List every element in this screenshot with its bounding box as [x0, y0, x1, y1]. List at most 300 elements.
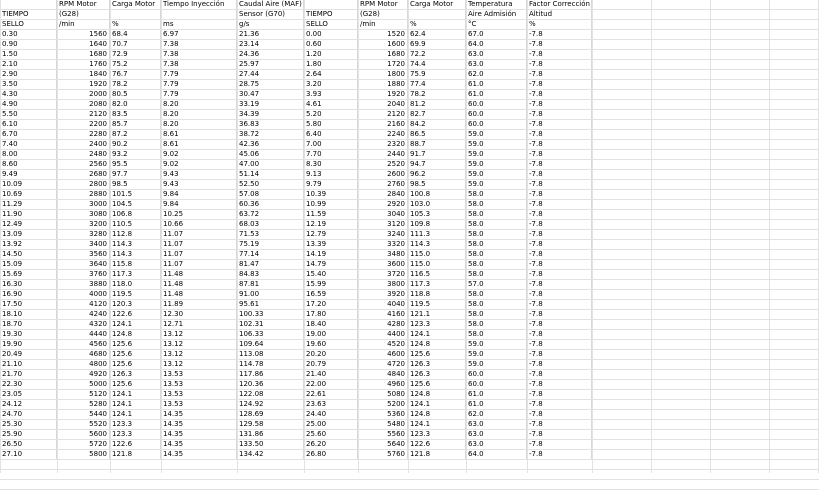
cell-rpm-1[interactable]: 3080 [57, 210, 110, 220]
cell-load-2[interactable]: 88.7 [408, 140, 466, 150]
cell-time-stamp-1[interactable]: 14.50 [0, 250, 57, 260]
cell-injection-time[interactable]: 13.12 [161, 340, 237, 350]
cell-load-2[interactable]: 124.1 [408, 330, 466, 340]
cell-load-2[interactable]: 119.5 [408, 300, 466, 310]
cell-injection-time[interactable]: 8.20 [161, 100, 237, 110]
cell-injection-time[interactable]: 11.07 [161, 260, 237, 270]
cell-time-stamp-2[interactable]: 19.60 [304, 340, 358, 350]
cell-altitude-factor[interactable]: -7.8 [527, 340, 592, 350]
cell-maf-airflow[interactable]: 131.86 [237, 430, 304, 440]
cell-load-2[interactable]: 124.8 [408, 390, 466, 400]
header-cell-intake-air-temp[interactable]: °C [466, 20, 527, 30]
cell-intake-air-temp[interactable]: 59.0 [466, 150, 527, 160]
cell-rpm-1[interactable]: 4240 [57, 310, 110, 320]
cell-load-2[interactable]: 81.2 [408, 100, 466, 110]
cell-load-2[interactable]: 91.7 [408, 150, 466, 160]
cell-intake-air-temp[interactable]: 58.0 [466, 240, 527, 250]
cell-rpm-2[interactable]: 4720 [358, 360, 408, 370]
cell-altitude-factor[interactable]: -7.8 [527, 90, 592, 100]
cell-rpm-1[interactable]: 3560 [57, 250, 110, 260]
cell-load-2[interactable]: 121.1 [408, 310, 466, 320]
cell-time-stamp-2[interactable]: 10.99 [304, 200, 358, 210]
cell-rpm-1[interactable]: 5440 [57, 410, 110, 420]
cell-intake-air-temp[interactable]: 58.0 [466, 230, 527, 240]
cell-time-stamp-1[interactable]: 16.90 [0, 290, 57, 300]
cell-time-stamp-1[interactable]: 4.30 [0, 90, 57, 100]
header-cell-injection-time[interactable]: Tiempo Inyección [161, 0, 237, 10]
cell-rpm-2[interactable]: 3120 [358, 220, 408, 230]
header-cell-altitude-factor[interactable]: Factor Corrección [527, 0, 592, 10]
cell-altitude-factor[interactable]: -7.8 [527, 330, 592, 340]
cell-time-stamp-2[interactable]: 15.40 [304, 270, 358, 280]
cell-maf-airflow[interactable]: 84.83 [237, 270, 304, 280]
cell-maf-airflow[interactable]: 114.78 [237, 360, 304, 370]
cell-time-stamp-2[interactable]: 1.20 [304, 50, 358, 60]
cell-time-stamp-1[interactable]: 9.49 [0, 170, 57, 180]
cell-load-2[interactable]: 117.3 [408, 280, 466, 290]
cell-time-stamp-1[interactable]: 21.70 [0, 370, 57, 380]
cell-maf-airflow[interactable]: 102.31 [237, 320, 304, 330]
cell-intake-air-temp[interactable]: 58.0 [466, 200, 527, 210]
header-cell-time-stamp-2[interactable]: TIEMPO [304, 10, 358, 20]
cell-intake-air-temp[interactable]: 61.0 [466, 80, 527, 90]
cell-rpm-2[interactable]: 5480 [358, 420, 408, 430]
cell-injection-time[interactable]: 11.89 [161, 300, 237, 310]
cell-intake-air-temp[interactable]: 60.0 [466, 120, 527, 130]
cell-load-1[interactable]: 122.6 [110, 440, 161, 450]
cell-rpm-2[interactable]: 5080 [358, 390, 408, 400]
cell-rpm-2[interactable]: 2520 [358, 160, 408, 170]
cell-injection-time[interactable]: 12.71 [161, 320, 237, 330]
cell-injection-time[interactable]: 14.35 [161, 440, 237, 450]
cell-load-1[interactable]: 78.2 [110, 80, 161, 90]
cell-time-stamp-1[interactable]: 25.90 [0, 430, 57, 440]
cell-maf-airflow[interactable]: 42.36 [237, 140, 304, 150]
cell-maf-airflow[interactable]: 57.08 [237, 190, 304, 200]
cell-intake-air-temp[interactable]: 63.0 [466, 440, 527, 450]
cell-load-1[interactable]: 123.3 [110, 430, 161, 440]
cell-rpm-2[interactable]: 3800 [358, 280, 408, 290]
cell-load-2[interactable]: 124.1 [408, 420, 466, 430]
cell-maf-airflow[interactable]: 30.47 [237, 90, 304, 100]
cell-altitude-factor[interactable]: -7.8 [527, 60, 592, 70]
cell-time-stamp-1[interactable]: 4.90 [0, 100, 57, 110]
cell-rpm-1[interactable]: 2800 [57, 180, 110, 190]
cell-rpm-1[interactable]: 1760 [57, 60, 110, 70]
cell-load-2[interactable]: 96.2 [408, 170, 466, 180]
cell-load-1[interactable]: 124.1 [110, 400, 161, 410]
cell-rpm-1[interactable]: 2680 [57, 170, 110, 180]
cell-load-1[interactable]: 124.1 [110, 410, 161, 420]
cell-rpm-2[interactable]: 2320 [358, 140, 408, 150]
cell-load-2[interactable]: 126.3 [408, 360, 466, 370]
cell-time-stamp-1[interactable]: 25.30 [0, 420, 57, 430]
cell-intake-air-temp[interactable]: 58.0 [466, 210, 527, 220]
cell-load-2[interactable]: 94.7 [408, 160, 466, 170]
cell-rpm-1[interactable]: 2120 [57, 110, 110, 120]
cell-altitude-factor[interactable]: -7.8 [527, 170, 592, 180]
cell-rpm-2[interactable]: 1920 [358, 90, 408, 100]
cell-load-1[interactable]: 70.7 [110, 40, 161, 50]
cell-load-1[interactable]: 80.5 [110, 90, 161, 100]
cell-load-2[interactable]: 78.2 [408, 90, 466, 100]
cell-time-stamp-1[interactable]: 23.05 [0, 390, 57, 400]
cell-maf-airflow[interactable]: 34.39 [237, 110, 304, 120]
cell-time-stamp-2[interactable]: 4.61 [304, 100, 358, 110]
cell-maf-airflow[interactable]: 77.14 [237, 250, 304, 260]
cell-rpm-1[interactable]: 3760 [57, 270, 110, 280]
cell-time-stamp-2[interactable]: 25.00 [304, 420, 358, 430]
header-cell-load-1[interactable]: Carga Motor [110, 0, 161, 10]
cell-injection-time[interactable]: 9.02 [161, 160, 237, 170]
cell-time-stamp-2[interactable]: 22.61 [304, 390, 358, 400]
cell-altitude-factor[interactable]: -7.8 [527, 430, 592, 440]
cell-rpm-2[interactable]: 2600 [358, 170, 408, 180]
cell-intake-air-temp[interactable]: 58.0 [466, 250, 527, 260]
header-cell-load-2[interactable]: % [408, 20, 466, 30]
cell-injection-time[interactable]: 13.53 [161, 400, 237, 410]
cell-maf-airflow[interactable]: 28.75 [237, 80, 304, 90]
cell-time-stamp-2[interactable]: 22.00 [304, 380, 358, 390]
cell-load-2[interactable]: 114.3 [408, 240, 466, 250]
cell-time-stamp-1[interactable]: 7.40 [0, 140, 57, 150]
cell-altitude-factor[interactable]: -7.8 [527, 120, 592, 130]
cell-load-2[interactable]: 109.8 [408, 220, 466, 230]
cell-intake-air-temp[interactable]: 60.0 [466, 380, 527, 390]
cell-altitude-factor[interactable]: -7.8 [527, 390, 592, 400]
cell-load-1[interactable]: 123.3 [110, 420, 161, 430]
cell-time-stamp-2[interactable]: 9.79 [304, 180, 358, 190]
cell-time-stamp-1[interactable]: 1.50 [0, 50, 57, 60]
cell-injection-time[interactable]: 11.48 [161, 270, 237, 280]
cell-injection-time[interactable]: 7.79 [161, 90, 237, 100]
cell-rpm-1[interactable]: 2280 [57, 130, 110, 140]
cell-intake-air-temp[interactable]: 58.0 [466, 300, 527, 310]
cell-load-2[interactable]: 69.9 [408, 40, 466, 50]
cell-load-2[interactable]: 115.0 [408, 250, 466, 260]
cell-load-1[interactable]: 83.5 [110, 110, 161, 120]
cell-maf-airflow[interactable]: 128.69 [237, 410, 304, 420]
cell-load-2[interactable]: 122.6 [408, 440, 466, 450]
cell-load-2[interactable]: 62.4 [408, 30, 466, 40]
cell-altitude-factor[interactable]: -7.8 [527, 300, 592, 310]
cell-rpm-1[interactable]: 2560 [57, 160, 110, 170]
cell-rpm-2[interactable]: 2840 [358, 190, 408, 200]
cell-maf-airflow[interactable]: 71.53 [237, 230, 304, 240]
cell-load-1[interactable]: 97.7 [110, 170, 161, 180]
cell-load-2[interactable]: 82.7 [408, 110, 466, 120]
cell-load-1[interactable]: 120.3 [110, 300, 161, 310]
cell-load-1[interactable]: 93.2 [110, 150, 161, 160]
cell-time-stamp-1[interactable]: 24.12 [0, 400, 57, 410]
header-cell-altitude-factor[interactable]: Altitud [527, 10, 592, 20]
cell-rpm-2[interactable]: 3320 [358, 240, 408, 250]
cell-load-2[interactable]: 98.5 [408, 180, 466, 190]
cell-rpm-1[interactable]: 1640 [57, 40, 110, 50]
cell-injection-time[interactable]: 13.53 [161, 380, 237, 390]
cell-load-2[interactable]: 126.3 [408, 370, 466, 380]
cell-altitude-factor[interactable]: -7.8 [527, 290, 592, 300]
cell-rpm-2[interactable]: 4160 [358, 310, 408, 320]
cell-maf-airflow[interactable]: 129.58 [237, 420, 304, 430]
cell-altitude-factor[interactable]: -7.8 [527, 350, 592, 360]
cell-intake-air-temp[interactable]: 62.0 [466, 410, 527, 420]
cell-maf-airflow[interactable]: 36.83 [237, 120, 304, 130]
cell-time-stamp-1[interactable]: 8.60 [0, 160, 57, 170]
cell-load-1[interactable]: 72.9 [110, 50, 161, 60]
cell-load-2[interactable]: 100.8 [408, 190, 466, 200]
cell-time-stamp-2[interactable]: 11.59 [304, 210, 358, 220]
cell-maf-airflow[interactable]: 33.19 [237, 100, 304, 110]
cell-maf-airflow[interactable]: 95.61 [237, 300, 304, 310]
cell-load-2[interactable]: 115.0 [408, 260, 466, 270]
cell-maf-airflow[interactable]: 24.36 [237, 50, 304, 60]
cell-load-2[interactable]: 105.3 [408, 210, 466, 220]
cell-time-stamp-1[interactable]: 18.70 [0, 320, 57, 330]
cell-rpm-2[interactable]: 1800 [358, 70, 408, 80]
cell-rpm-2[interactable]: 4960 [358, 380, 408, 390]
cell-load-1[interactable]: 68.4 [110, 30, 161, 40]
cell-time-stamp-2[interactable]: 21.40 [304, 370, 358, 380]
cell-intake-air-temp[interactable]: 59.0 [466, 140, 527, 150]
cell-load-1[interactable]: 75.2 [110, 60, 161, 70]
cell-rpm-1[interactable]: 1560 [57, 30, 110, 40]
cell-time-stamp-2[interactable]: 13.39 [304, 240, 358, 250]
cell-time-stamp-1[interactable]: 5.50 [0, 110, 57, 120]
cell-intake-air-temp[interactable]: 59.0 [466, 360, 527, 370]
cell-rpm-2[interactable]: 1720 [358, 60, 408, 70]
cell-maf-airflow[interactable]: 117.86 [237, 370, 304, 380]
cell-rpm-1[interactable]: 1840 [57, 70, 110, 80]
cell-load-1[interactable]: 98.5 [110, 180, 161, 190]
cell-intake-air-temp[interactable]: 63.0 [466, 50, 527, 60]
cell-time-stamp-1[interactable]: 6.10 [0, 120, 57, 130]
cell-maf-airflow[interactable]: 100.33 [237, 310, 304, 320]
cell-time-stamp-2[interactable]: 16.59 [304, 290, 358, 300]
cell-rpm-2[interactable]: 3720 [358, 270, 408, 280]
cell-altitude-factor[interactable]: -7.8 [527, 250, 592, 260]
cell-maf-airflow[interactable]: 25.97 [237, 60, 304, 70]
cell-time-stamp-2[interactable]: 25.60 [304, 430, 358, 440]
cell-rpm-1[interactable]: 5280 [57, 400, 110, 410]
cell-rpm-1[interactable]: 4000 [57, 290, 110, 300]
cell-injection-time[interactable]: 7.79 [161, 80, 237, 90]
cell-injection-time[interactable]: 11.07 [161, 230, 237, 240]
cell-injection-time[interactable]: 9.84 [161, 190, 237, 200]
cell-altitude-factor[interactable]: -7.8 [527, 40, 592, 50]
header-cell-altitude-factor[interactable]: % [527, 20, 592, 30]
cell-load-1[interactable]: 115.8 [110, 260, 161, 270]
cell-injection-time[interactable]: 11.48 [161, 280, 237, 290]
cell-time-stamp-2[interactable]: 15.99 [304, 280, 358, 290]
cell-load-2[interactable]: 77.4 [408, 80, 466, 90]
cell-injection-time[interactable]: 8.20 [161, 110, 237, 120]
cell-rpm-2[interactable]: 4600 [358, 350, 408, 360]
cell-time-stamp-2[interactable]: 7.00 [304, 140, 358, 150]
cell-injection-time[interactable]: 7.38 [161, 50, 237, 60]
cell-load-1[interactable]: 87.2 [110, 130, 161, 140]
cell-time-stamp-1[interactable]: 22.30 [0, 380, 57, 390]
cell-intake-air-temp[interactable]: 59.0 [466, 130, 527, 140]
cell-time-stamp-2[interactable]: 8.30 [304, 160, 358, 170]
cell-altitude-factor[interactable]: -7.8 [527, 370, 592, 380]
cell-injection-time[interactable]: 10.25 [161, 210, 237, 220]
cell-load-2[interactable]: 124.8 [408, 410, 466, 420]
cell-rpm-2[interactable]: 2160 [358, 120, 408, 130]
cell-time-stamp-1[interactable]: 3.50 [0, 80, 57, 90]
cell-rpm-2[interactable]: 4400 [358, 330, 408, 340]
cell-time-stamp-1[interactable]: 0.30 [0, 30, 57, 40]
cell-injection-time[interactable]: 8.61 [161, 130, 237, 140]
cell-rpm-1[interactable]: 2880 [57, 190, 110, 200]
cell-injection-time[interactable]: 12.30 [161, 310, 237, 320]
cell-maf-airflow[interactable]: 38.72 [237, 130, 304, 140]
cell-altitude-factor[interactable]: -7.8 [527, 150, 592, 160]
cell-injection-time[interactable]: 11.07 [161, 240, 237, 250]
header-cell-intake-air-temp[interactable]: Temperatura [466, 0, 527, 10]
cell-load-1[interactable]: 125.6 [110, 350, 161, 360]
cell-altitude-factor[interactable]: -7.8 [527, 210, 592, 220]
cell-time-stamp-1[interactable]: 0.90 [0, 40, 57, 50]
cell-rpm-1[interactable]: 1680 [57, 50, 110, 60]
header-cell-rpm-1[interactable]: (G28) [57, 10, 110, 20]
cell-maf-airflow[interactable]: 23.14 [237, 40, 304, 50]
cell-time-stamp-1[interactable]: 17.50 [0, 300, 57, 310]
cell-injection-time[interactable]: 11.48 [161, 290, 237, 300]
cell-intake-air-temp[interactable]: 59.0 [466, 170, 527, 180]
cell-load-2[interactable]: 75.9 [408, 70, 466, 80]
cell-maf-airflow[interactable]: 91.00 [237, 290, 304, 300]
cell-intake-air-temp[interactable]: 62.0 [466, 70, 527, 80]
cell-injection-time[interactable]: 6.97 [161, 30, 237, 40]
cell-rpm-1[interactable]: 3400 [57, 240, 110, 250]
cell-rpm-1[interactable]: 2080 [57, 100, 110, 110]
cell-rpm-1[interactable]: 2200 [57, 120, 110, 130]
cell-rpm-1[interactable]: 5720 [57, 440, 110, 450]
cell-load-1[interactable]: 124.8 [110, 330, 161, 340]
cell-time-stamp-2[interactable]: 2.64 [304, 70, 358, 80]
cell-time-stamp-2[interactable]: 12.79 [304, 230, 358, 240]
cell-maf-airflow[interactable]: 124.92 [237, 400, 304, 410]
header-cell-rpm-1[interactable]: /min [57, 20, 110, 30]
header-cell-time-stamp-2[interactable]: SELLO [304, 20, 358, 30]
header-cell-rpm-2[interactable]: (G28) [358, 10, 408, 20]
cell-altitude-factor[interactable]: -7.8 [527, 180, 592, 190]
cell-time-stamp-2[interactable]: 7.70 [304, 150, 358, 160]
cell-intake-air-temp[interactable]: 60.0 [466, 100, 527, 110]
cell-intake-air-temp[interactable]: 60.0 [466, 370, 527, 380]
cell-rpm-1[interactable]: 4560 [57, 340, 110, 350]
cell-time-stamp-1[interactable]: 13.09 [0, 230, 57, 240]
cell-rpm-1[interactable]: 4680 [57, 350, 110, 360]
cell-altitude-factor[interactable]: -7.8 [527, 70, 592, 80]
cell-intake-air-temp[interactable]: 58.0 [466, 290, 527, 300]
cell-altitude-factor[interactable]: -7.8 [527, 30, 592, 40]
cell-time-stamp-1[interactable]: 10.09 [0, 180, 57, 190]
cell-rpm-2[interactable]: 2440 [358, 150, 408, 160]
cell-load-2[interactable]: 124.1 [408, 400, 466, 410]
cell-maf-airflow[interactable]: 106.33 [237, 330, 304, 340]
cell-maf-airflow[interactable]: 87.81 [237, 280, 304, 290]
cell-rpm-2[interactable]: 2120 [358, 110, 408, 120]
cell-altitude-factor[interactable]: -7.8 [527, 380, 592, 390]
cell-rpm-1[interactable]: 5520 [57, 420, 110, 430]
cell-load-1[interactable]: 117.3 [110, 270, 161, 280]
cell-maf-airflow[interactable]: 47.00 [237, 160, 304, 170]
cell-time-stamp-1[interactable]: 13.92 [0, 240, 57, 250]
cell-time-stamp-2[interactable]: 0.00 [304, 30, 358, 40]
cell-injection-time[interactable]: 14.35 [161, 450, 237, 460]
cell-intake-air-temp[interactable]: 58.0 [466, 330, 527, 340]
cell-load-1[interactable]: 106.8 [110, 210, 161, 220]
cell-rpm-2[interactable]: 5560 [358, 430, 408, 440]
cell-load-2[interactable]: 74.4 [408, 60, 466, 70]
cell-rpm-2[interactable]: 2760 [358, 180, 408, 190]
cell-rpm-1[interactable]: 3000 [57, 200, 110, 210]
cell-altitude-factor[interactable]: -7.8 [527, 320, 592, 330]
cell-injection-time[interactable]: 7.38 [161, 40, 237, 50]
cell-maf-airflow[interactable]: 27.44 [237, 70, 304, 80]
cell-load-2[interactable]: 103.0 [408, 200, 466, 210]
cell-time-stamp-2[interactable]: 23.63 [304, 400, 358, 410]
cell-altitude-factor[interactable]: -7.8 [527, 220, 592, 230]
cell-altitude-factor[interactable]: -7.8 [527, 140, 592, 150]
cell-maf-airflow[interactable]: 134.42 [237, 450, 304, 460]
cell-time-stamp-2[interactable]: 24.40 [304, 410, 358, 420]
cell-time-stamp-2[interactable]: 1.80 [304, 60, 358, 70]
cell-intake-air-temp[interactable]: 58.0 [466, 310, 527, 320]
cell-time-stamp-1[interactable]: 21.10 [0, 360, 57, 370]
cell-load-2[interactable]: 123.3 [408, 430, 466, 440]
cell-time-stamp-2[interactable]: 5.80 [304, 120, 358, 130]
cell-time-stamp-2[interactable]: 19.00 [304, 330, 358, 340]
cell-time-stamp-2[interactable]: 26.20 [304, 440, 358, 450]
cell-intake-air-temp[interactable]: 59.0 [466, 180, 527, 190]
cell-time-stamp-2[interactable]: 3.20 [304, 80, 358, 90]
cell-load-1[interactable]: 110.5 [110, 220, 161, 230]
cell-load-2[interactable]: 72.2 [408, 50, 466, 60]
header-cell-rpm-1[interactable]: RPM Motor [57, 0, 110, 10]
cell-altitude-factor[interactable]: -7.8 [527, 410, 592, 420]
cell-rpm-2[interactable]: 3040 [358, 210, 408, 220]
cell-intake-air-temp[interactable]: 61.0 [466, 90, 527, 100]
cell-time-stamp-2[interactable]: 26.80 [304, 450, 358, 460]
cell-rpm-1[interactable]: 4320 [57, 320, 110, 330]
cell-intake-air-temp[interactable]: 67.0 [466, 30, 527, 40]
cell-intake-air-temp[interactable]: 57.0 [466, 280, 527, 290]
cell-rpm-1[interactable]: 3880 [57, 280, 110, 290]
cell-time-stamp-1[interactable]: 10.69 [0, 190, 57, 200]
cell-rpm-2[interactable]: 5360 [358, 410, 408, 420]
cell-intake-air-temp[interactable]: 59.0 [466, 340, 527, 350]
cell-rpm-2[interactable]: 5760 [358, 450, 408, 460]
cell-maf-airflow[interactable]: 120.36 [237, 380, 304, 390]
cell-load-1[interactable]: 121.8 [110, 450, 161, 460]
cell-maf-airflow[interactable]: 52.50 [237, 180, 304, 190]
cell-rpm-2[interactable]: 1680 [358, 50, 408, 60]
cell-intake-air-temp[interactable]: 58.0 [466, 220, 527, 230]
cell-injection-time[interactable]: 8.20 [161, 120, 237, 130]
cell-maf-airflow[interactable]: 21.36 [237, 30, 304, 40]
cell-intake-air-temp[interactable]: 64.0 [466, 40, 527, 50]
cell-time-stamp-1[interactable]: 26.50 [0, 440, 57, 450]
cell-rpm-2[interactable]: 4840 [358, 370, 408, 380]
cell-intake-air-temp[interactable]: 64.0 [466, 450, 527, 460]
cell-load-2[interactable]: 111.3 [408, 230, 466, 240]
cell-rpm-1[interactable]: 5600 [57, 430, 110, 440]
cell-intake-air-temp[interactable]: 60.0 [466, 110, 527, 120]
cell-time-stamp-2[interactable]: 20.20 [304, 350, 358, 360]
